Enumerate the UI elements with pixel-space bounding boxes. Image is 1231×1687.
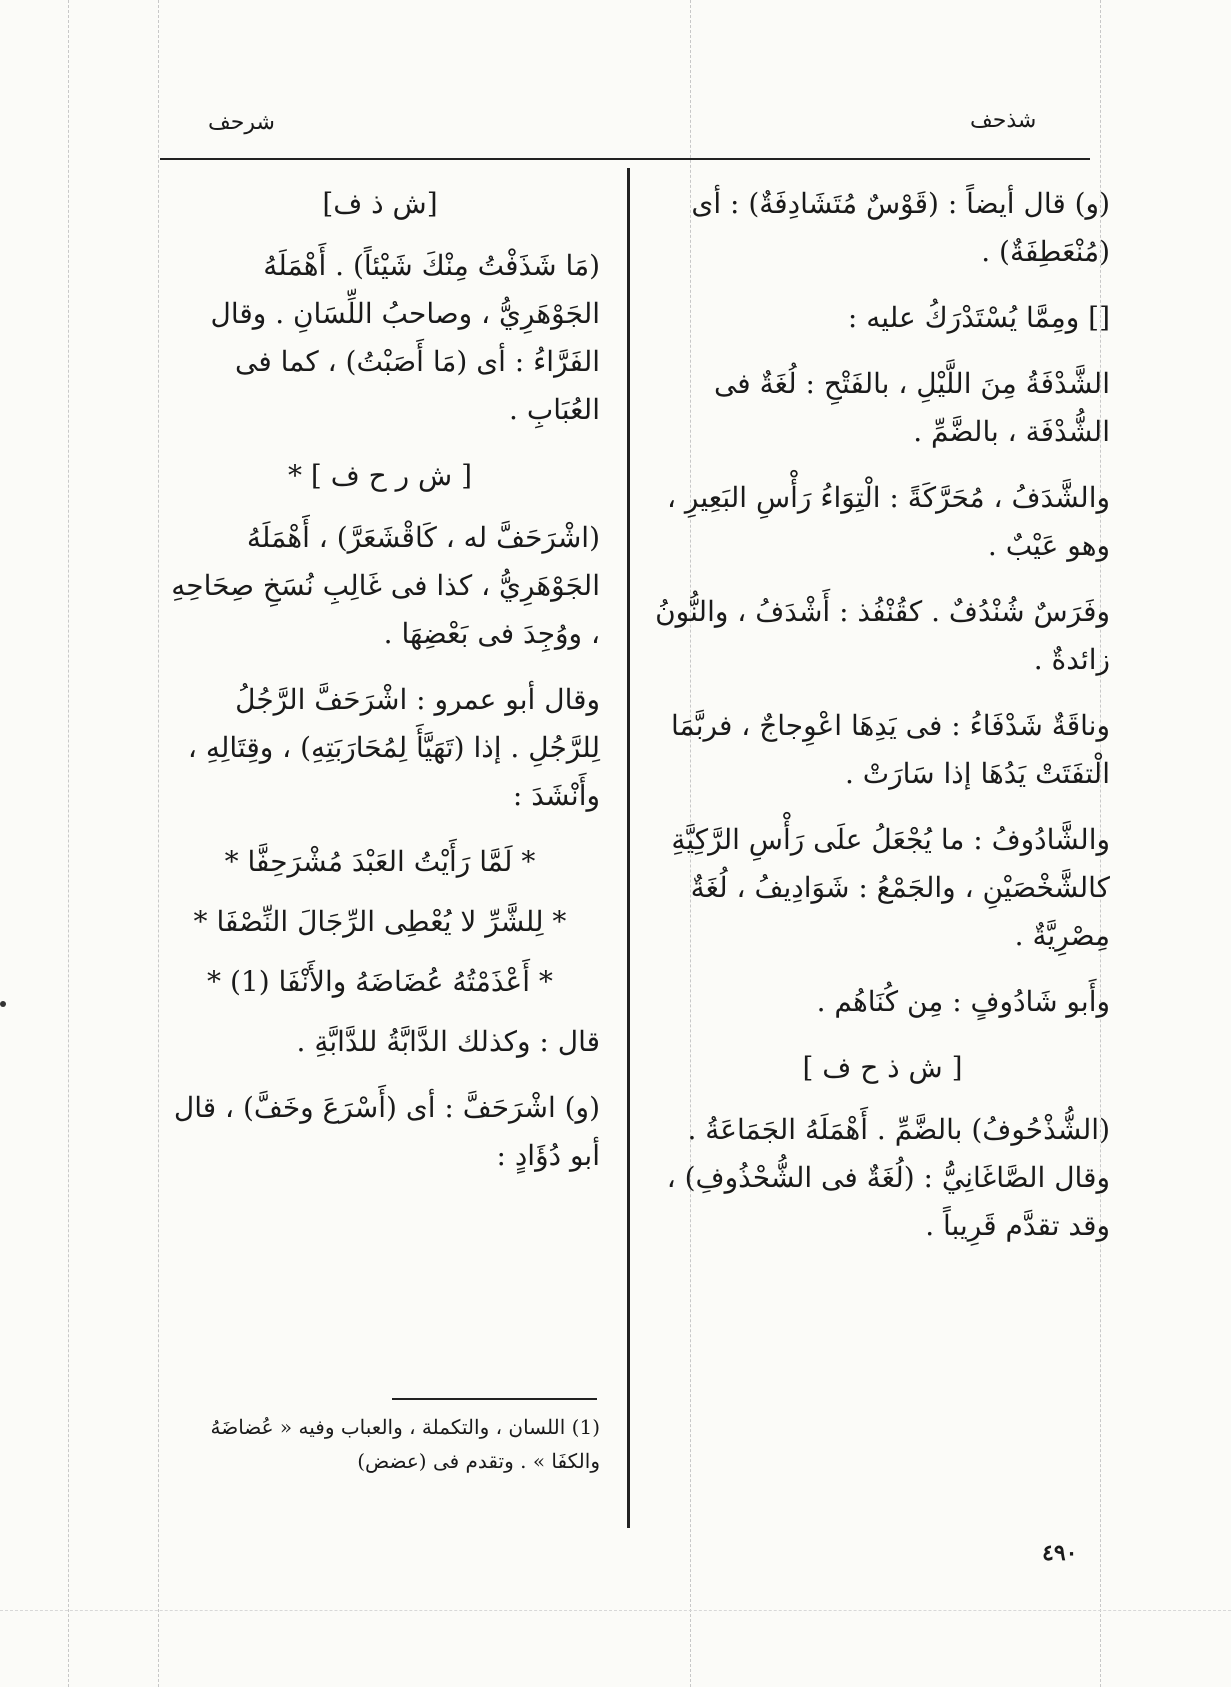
entry-heading: [ ش ر ح ف ] *: [287, 459, 473, 492]
paragraph: (الشُّذْحُوفُ) بالضَّمِّ . أَهْمَلَهُ الجَمَاعَةُ . وقال الصَّاغَانِيُّ : (لُغَةٌ فى الشُّحْذُوفِ) ، وقد تقدَّم قَرِيباً .: [666, 1113, 1110, 1242]
paragraph: وناقَةٌ شَدْفَاءُ : فى يَدِهَا اعْوِجاجٌ ، فربَّمَا الْتفَتَتْ يَدُهَا إذا سَارَتْ .: [671, 709, 1110, 790]
scan-guide-line: [0, 1610, 1231, 1611]
footnote-rule: [392, 1398, 597, 1400]
entry-heading: [ ش ذ ح ف ]: [802, 1051, 963, 1084]
paragraph: وقال أبو عمرو : اشْرَحَفَّ الرَّجُلُ لِلرَّجُلِ . إذا (تَهَيَّأَ لِمُحَارَبَتِهِ) ، وقِتَالِهِ ، وأَنْشَدَ :: [187, 683, 600, 812]
margin-mark: [0, 1001, 6, 1007]
footnote: (1) اللسان ، والتكملة ، والعباب وفيه « عُضاضَهُ والكفَا » . وتقدم فى (عضض): [210, 1415, 600, 1473]
header-rule: [160, 158, 1090, 160]
column-divider: [627, 168, 630, 1528]
page-number: ٤٩٠: [1042, 1540, 1078, 1566]
right-column: [655, 180, 1110, 1268]
paragraph: (مَا شَذَفْتُ مِنْكَ شَيْئاً) . أَهْمَلَهُ الجَوْهَرِيُّ ، وصاحبُ اللِّسَانِ . وقال الفَرَّاءُ : أى (مَا أَصَبْتُ) ، كما فى العُبَابِ .: [210, 249, 600, 426]
paragraph: قال : وكذلك الدَّابَّةُ للدَّابَّةِ .: [296, 1025, 600, 1058]
paragraph: (اشْرَحَفَّ له ، كَاقْشَعَرَّ) ، أَهْمَلَهُ الجَوْهَرِيُّ ، كذا فى غَالِبِ نُسَخِ صِحَاحِهِ ، ووُجِدَ فى بَعْضِهَا .: [171, 521, 600, 650]
verse-line: * لَمَّا رَأَيْتُ العَبْدَ مُشْرَحِفَّا *: [224, 845, 536, 878]
header-left-word: شرحف: [208, 110, 275, 135]
verse-line: * أَعْذَمْتُهُ عُضَاضَهُ والأَنْفَا (1) *: [207, 965, 553, 998]
scan-guide-line: [158, 0, 159, 1687]
verse-line: * لِلشَّرِّ لا يُعْطِى الرِّجَالَ النِّصْفَا *: [193, 905, 567, 938]
paragraph: والشَّادُوفُ : ما يُجْعَلُ علَى رَأْسِ الرَّكِيَّةِ كالشَّخْصَيْنِ ، والجَمْعُ : شَوَادِيفُ ، لُغَةٌ مِصْرِيَّةٌ .: [671, 823, 1110, 952]
header-right-word: شذحف: [970, 108, 1037, 133]
entry-heading: [ش ذ ف]: [322, 187, 438, 220]
paragraph: والشَّدَفُ ، مُحَرَّكَةً : الْتِوَاءُ رَأْسِ البَعِيرِ ، وهو عَيْبٌ .: [666, 481, 1110, 562]
paragraph: وأَبو شَادُوفٍ : مِن كُنَاهُم .: [816, 985, 1110, 1018]
scan-guide-line: [68, 0, 69, 1687]
paragraph: [] ومِمَّا يُسْتَدْرَكُ عليه :: [847, 301, 1110, 334]
left-column: [160, 180, 600, 1198]
paragraph: (و) اشْرَحَفَّ : أى (أَسْرَعَ وخَفَّ) ، قال أبو دُؤَادٍ :: [173, 1091, 600, 1172]
paragraph: وفَرَسٌ شُنْدُفٌ . كقُنْفُذ : أَشْدَفُ ، والنُّونُ زائدةٌ .: [655, 595, 1110, 676]
paragraph: (و) قال أيضاً : (قَوْسٌ مُتَشَادِفَةٌ) : أى (مُنْعَطِفَةٌ) .: [691, 187, 1110, 268]
paragraph: الشَّدْفَةُ مِنَ اللَّيْلِ ، بالفَتْحِ : لُغَةٌ فى الشُّدْفَة ، بالضَّمِّ .: [713, 367, 1110, 448]
